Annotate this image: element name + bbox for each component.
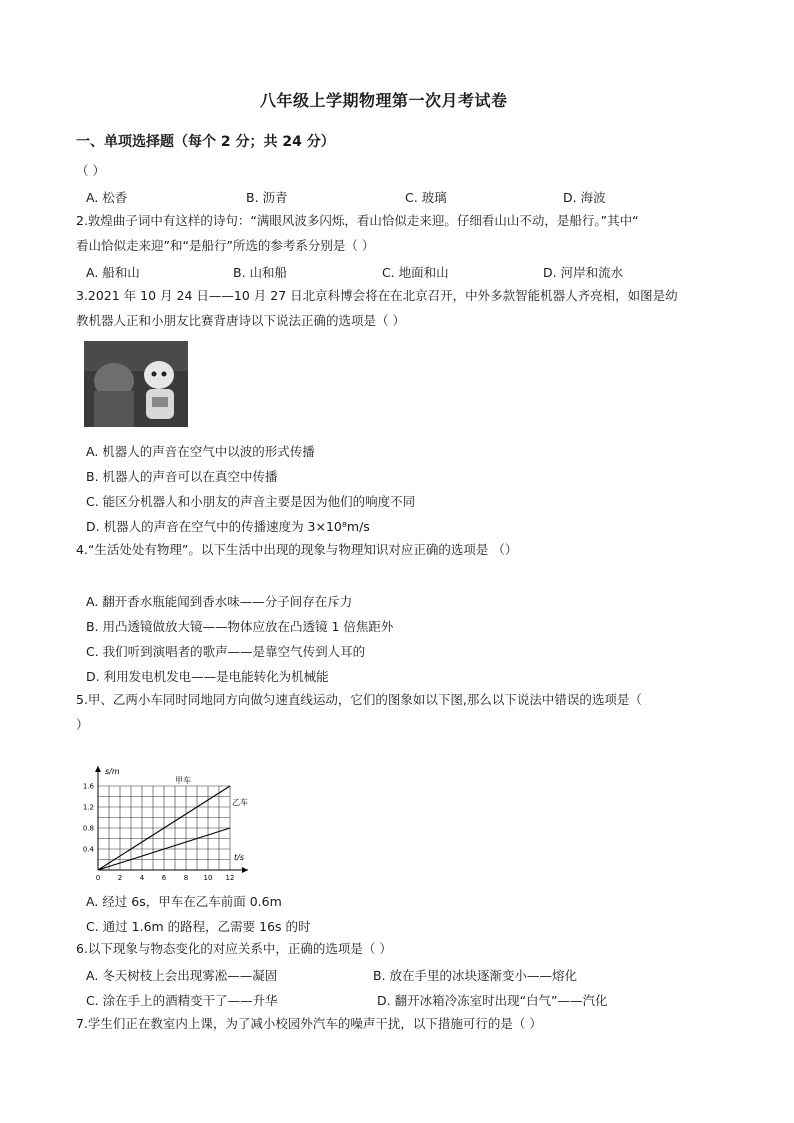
q1-option-d: D. 海波 bbox=[563, 190, 606, 205]
q1-option-c: C. 玻璃 bbox=[405, 190, 447, 205]
y-tick-label: 1.6 bbox=[82, 782, 94, 791]
y-axis-arrow bbox=[95, 766, 101, 772]
y-tick-label: 0.8 bbox=[82, 824, 94, 833]
q3-stem-line1: 3.2021 年 10 月 24 日——10 月 27 日北京科博会将在在北京召开，中外多款智能机器人齐亮相，如图是幼 bbox=[76, 288, 678, 303]
series-label-jia: 甲车 bbox=[175, 776, 191, 785]
q2-stem-line1: 2.敦煌曲子词中有这样的诗句：“满眼风波多闪烁，看山恰似走来迎。仔细看山山不动，是船行。”其中“ bbox=[76, 213, 639, 228]
q6-option-d: D. 翻开冰箱冷冻室时出现“白气”——汽化 bbox=[377, 993, 608, 1008]
q5-option-c: C. 通过 1.6m 的路程，乙需要 16s 的时 bbox=[86, 919, 311, 934]
q6-option-b: B. 放在手里的冰块逐渐变小——熔化 bbox=[373, 968, 578, 983]
distance-time-chart bbox=[76, 760, 256, 885]
q5-stem-line1: 5.甲、乙两小车同时同地同方向做匀速直线运动，它们的图象如以下图,那么以下说法中错误的选项是（ bbox=[76, 692, 642, 707]
q1-option-a: A. 松香 bbox=[86, 190, 128, 205]
x-axis-label: t/s bbox=[234, 853, 244, 862]
x-tick-label: 6 bbox=[161, 874, 167, 882]
q2-option-b: B. 山和船 bbox=[233, 265, 288, 280]
y-tick-label: 0.4 bbox=[82, 845, 94, 854]
q3-option-a: A. 机器人的声音在空气中以波的形式传播 bbox=[86, 444, 315, 459]
robot-photo bbox=[84, 341, 188, 427]
robot-photo-illustration bbox=[84, 341, 188, 427]
section-heading: 一、单项选择题（每个 2 分；共 24 分） bbox=[76, 134, 335, 150]
q4-option-a: A. 翻开香水瓶能闻到香水味——分子间存在斥力 bbox=[86, 594, 353, 609]
x-tick-label: 0 bbox=[95, 874, 101, 882]
x-tick-label: 4 bbox=[139, 874, 145, 882]
q5-option-a: A. 经过 6s，甲车在乙车前面 0.6m bbox=[86, 894, 282, 909]
q7-stem: 7.学生们正在教室内上课，为了减小校园外汽车的噪声干扰，以下措施可行的是（ ） bbox=[76, 1016, 542, 1031]
page-title: 八年级上学期物理第一次月考试卷 bbox=[260, 91, 508, 110]
q4-option-d: D. 利用发电机发电——是电能转化为机械能 bbox=[86, 669, 329, 684]
x-tick-label: 8 bbox=[183, 874, 189, 882]
q3-option-b: B. 机器人的声音可以在真空中传播 bbox=[86, 469, 278, 484]
q3-stem-line2: 教机器人正和小朋友比赛背唐诗以下说法正确的选项是（ ） bbox=[76, 313, 405, 328]
q6-option-c: C. 涂在手上的酒精变干了——升华 bbox=[86, 993, 278, 1008]
q1-stem: （ ） bbox=[76, 163, 105, 178]
y-tick-label: 1.2 bbox=[82, 803, 94, 812]
chart-labels bbox=[105, 767, 248, 862]
x-axis-arrow bbox=[242, 867, 248, 873]
q6-option-a: A. 冬天树枝上会出现雾凇——凝固 bbox=[86, 968, 278, 983]
x-tick-label: 2 bbox=[117, 874, 123, 882]
q1-option-b: B. 沥青 bbox=[246, 190, 288, 205]
q4-option-c: C. 我们听到演唱者的歌声——是靠空气传到人耳的 bbox=[86, 644, 366, 659]
q2-stem-line2: 看山恰似走来迎”和“是船行”所选的参考系分别是（ ） bbox=[76, 238, 375, 253]
x-tick-label: 12 bbox=[225, 874, 235, 882]
q4-option-b: B. 用凸透镜做放大镜——物体应放在凸透镜 1 倍焦距外 bbox=[86, 619, 394, 634]
q2-option-c: C. 地面和山 bbox=[382, 265, 449, 280]
q3-option-d: D. 机器人的声音在空气中的传播速度为 3×10⁸m/s bbox=[86, 519, 370, 534]
q2-option-a: A. 船和山 bbox=[86, 265, 140, 280]
q4-stem: 4.“生活处处有物理”。以下生活中出现的现象与物理知识对应正确的选项是 （） bbox=[76, 542, 518, 557]
q2-option-d: D. 河岸和流水 bbox=[543, 265, 624, 280]
series-label-yi: 乙车 bbox=[232, 798, 248, 807]
q5-stem-line2: ） bbox=[76, 717, 89, 732]
q6-stem: 6.以下现象与物态变化的对应关系中，正确的选项是（ ） bbox=[76, 941, 392, 956]
y-axis-label: s/m bbox=[105, 767, 120, 776]
q3-option-c: C. 能区分机器人和小朋友的声音主要是因为他们的响度不同 bbox=[86, 494, 416, 509]
x-tick-label: 10 bbox=[203, 874, 213, 882]
